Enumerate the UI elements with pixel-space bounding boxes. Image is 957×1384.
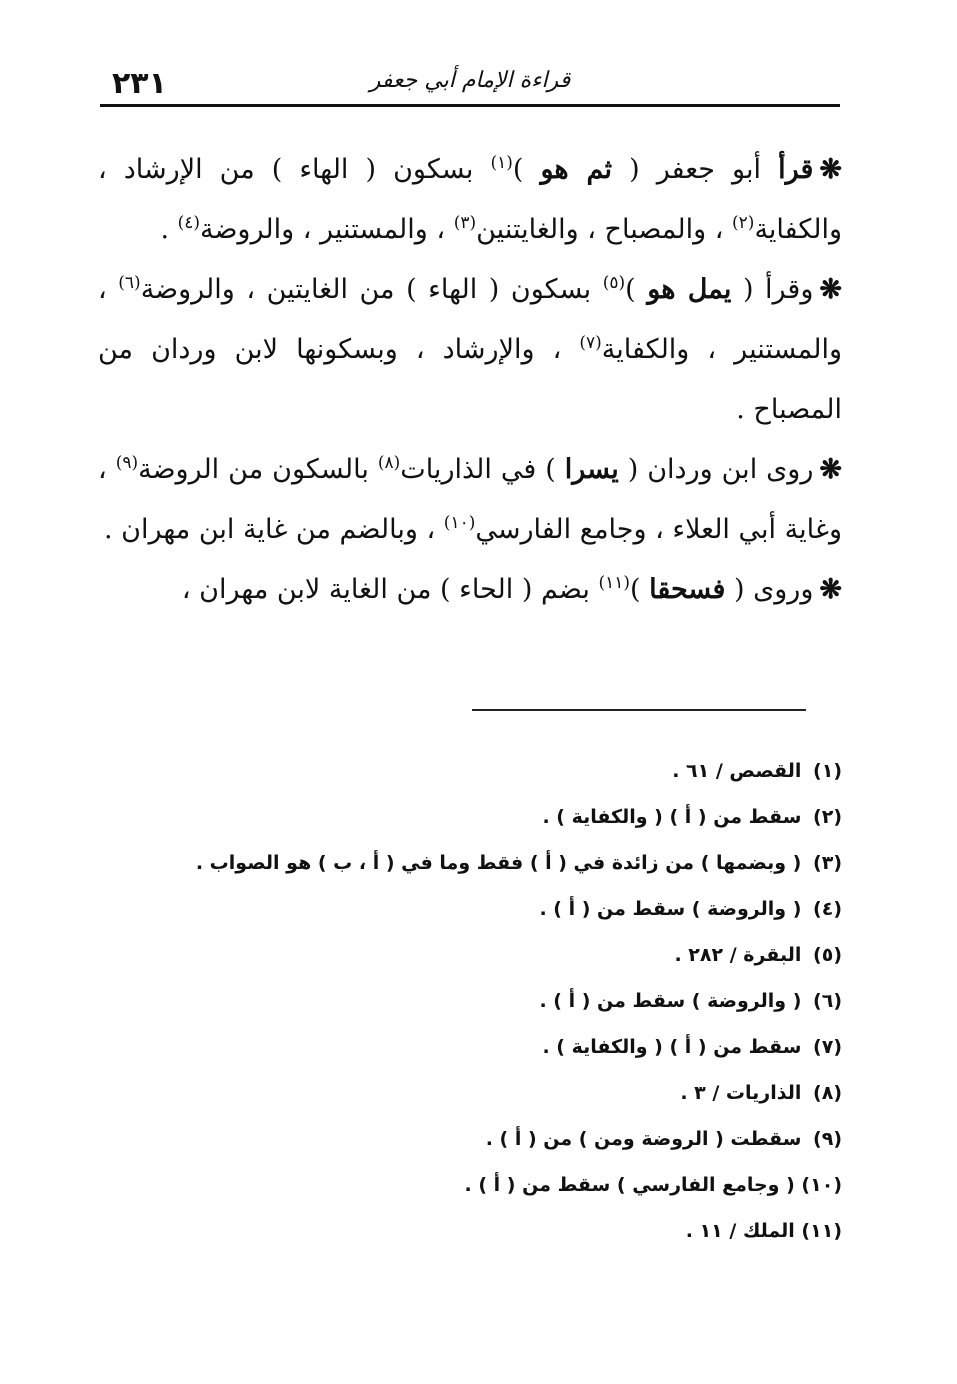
footnote-text: الملك / ١١ . [685,1220,795,1242]
verb-bold: قرأ [778,154,814,185]
text-segment: ) [512,154,541,185]
footnote-ref-7: (٧) [579,333,602,353]
footnotes-list [98,748,842,1254]
star-ornament-icon: ❋ [819,154,842,185]
footnote-text: القصص / ٦١ . [672,760,802,782]
footnote-number: (١١) [801,1220,842,1242]
text-segment: ، والمستنير ، والروضة [200,214,454,245]
footnote-number: (٦) [813,990,842,1012]
footnote-item [98,794,842,840]
quranic-word: ثم هو [540,154,613,185]
text-segment: بسكون ( الهاء ) من الغايتين ، والروضة [140,274,603,305]
footnote-text: الذاريات / ٣ . [680,1082,802,1104]
page-header [100,62,840,108]
paragraph-1 [98,140,842,260]
footnote-text: سقطت ( الروضة ومن ) من ( أ ) . [485,1128,802,1150]
footnote-text: ( والروضة ) سقط من ( أ ) . [539,898,802,920]
text-segment: . [160,214,178,245]
text-segment: بالسكون من الروضة [138,454,378,485]
footnote-item [98,932,842,978]
text-segment: ، والمصباح ، والغايتنين [476,214,733,245]
footnote-number: (٤) [813,898,842,920]
paragraph-3 [98,440,842,560]
text-segment: ، وغاية أبي العلاء ، وجامع الفارسي [98,454,842,545]
footnote-ref-1: (١) [490,153,513,173]
footnote-number: (١٠) [801,1174,842,1196]
main-text [98,140,842,620]
text-segment: روى ابن وردان ( [618,454,814,485]
footnote-number: (٧) [813,1036,842,1058]
footnote-number: (٣) [813,852,842,874]
footnote-ref-4: (٤) [177,213,201,233]
text-segment: بسكون ( الهاء ) من الإرشاد ، والكفاية [98,154,842,245]
footnote-number: (٨) [813,1082,842,1104]
footnote-ref-6: (٦) [118,273,141,293]
quranic-word: فسحقا [649,574,726,605]
footnote-ref-3: (٣) [453,213,477,233]
paragraph-4 [98,560,842,620]
footnote-item [98,1208,842,1254]
footnote-text: سقط من ( أ ) ( والكفاية ) . [542,806,802,828]
text-segment: ) في الذاريات [400,454,565,485]
text-segment: وروى ( [725,574,814,605]
footnote-text: سقط من ( أ ) ( والكفاية ) . [542,1036,802,1058]
footnote-item [98,978,842,1024]
footnote-text: ( وجامع الفارسي ) سقط من ( أ ) . [464,1174,795,1196]
footnote-item [98,1024,842,1070]
page-number: ٢٣١ [112,66,167,101]
text-segment: وقرأ ( [731,274,814,305]
quranic-word: يمل هو [647,274,732,305]
footnote-item [98,840,842,886]
running-title: قراءة الإمام أبي جعفر [369,68,571,93]
footnote-number: (٥) [813,944,842,966]
footnote-ref-9: (٩) [115,453,139,473]
star-ornament-icon: ❋ [819,274,842,305]
footnote-item [98,1162,842,1208]
footnote-number: (١) [813,760,842,782]
text-segment: ، والإرشاد ، وبسكونها لابن وردان من المصباح . [98,334,842,425]
paragraph-2 [98,260,842,440]
text-segment: ، وبالضم من غاية ابن مهران . [103,514,444,545]
header-rule [100,104,840,107]
footnote-item [98,886,842,932]
footnote-item [98,1070,842,1116]
footnote-item [98,748,842,794]
footnote-ref-10: (١٠) [443,513,476,533]
text-segment: ) [625,274,648,305]
footnote-ref-5: (٥) [602,273,626,293]
footnote-ref-11: (١١) [598,573,630,593]
text-segment: ) [629,574,650,605]
footnote-text: ( وبضمها ) من زائدة في ( أ ) فقط وما في ( أ ، ب ) هو الصواب . [195,852,802,874]
footnote-ref-2: (٢) [732,213,755,233]
footnote-separator [472,709,806,711]
star-ornament-icon: ❋ [819,454,843,485]
footnote-number: (٢) [813,806,842,828]
footnote-ref-8: (٨) [377,453,401,473]
footnote-text: البقرة / ٢٨٢ . [674,944,802,966]
text-segment: بضم ( الحاء ) من الغاية لابن مهران ، [181,574,599,605]
quranic-word: يسرا [564,454,619,485]
star-ornament-icon: ❋ [819,574,842,605]
text-segment: ، والمستنير ، والكفاية [98,274,842,365]
footnote-item [98,1116,842,1162]
footnote-text: ( والروضة ) سقط من ( أ ) . [539,990,802,1012]
footnote-number: (٩) [813,1128,842,1150]
text-segment: أبو جعفر ( [612,154,779,185]
